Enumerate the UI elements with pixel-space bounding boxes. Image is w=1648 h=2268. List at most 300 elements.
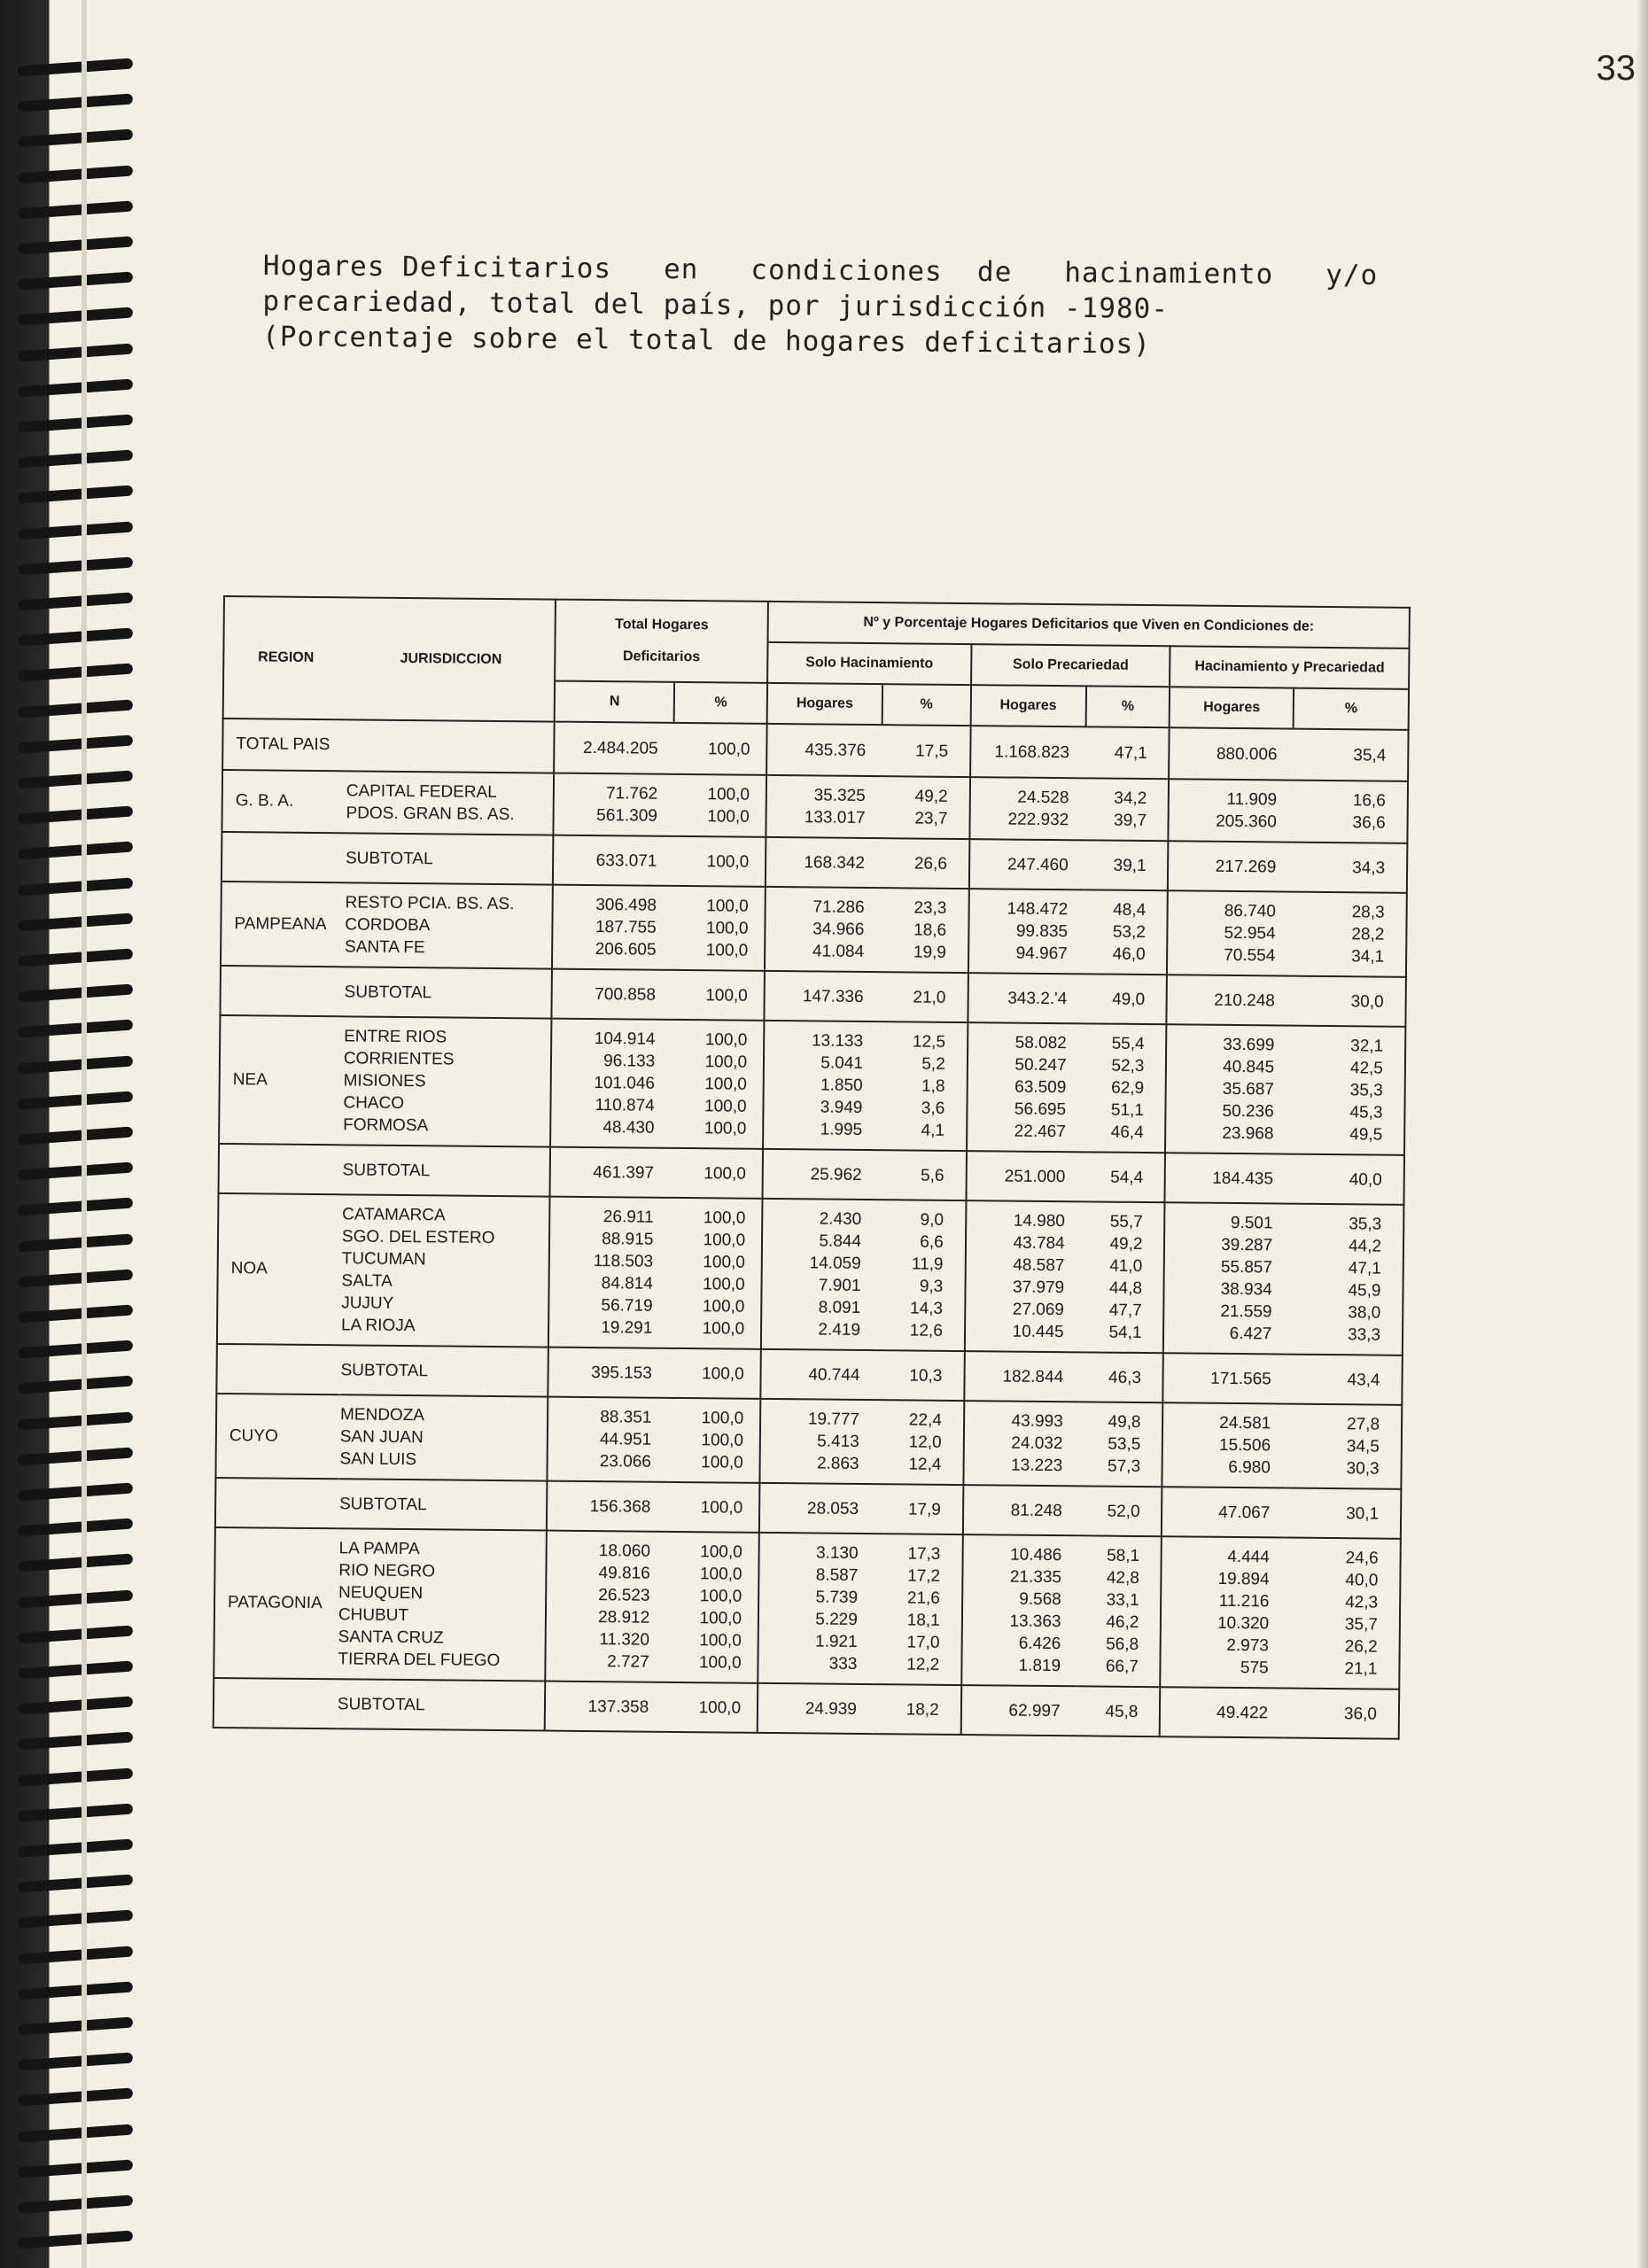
total-n-value: 26.911 [602, 1208, 654, 1227]
prec-pct-value: 49,2 [1109, 1234, 1143, 1254]
table-row [219, 1015, 1405, 1155]
total-n-value: 156.368 [589, 1496, 651, 1517]
total-pct-value: 100,0 [703, 1231, 746, 1250]
prec-pct-cell [1076, 1686, 1160, 1736]
table-row [222, 770, 1408, 843]
header-pct: % [674, 682, 767, 724]
both-n-value: 4.444 [1227, 1547, 1270, 1567]
jurisdiccion-name: SUBTOTAL [340, 1360, 429, 1380]
hac-n-cell [760, 1349, 875, 1400]
header-total-line1: Total Hogares [615, 617, 709, 633]
jurisdiccion-name: TIERRA DEL FUEGO [338, 1650, 501, 1671]
jurisdiccion-name: CHUBUT [338, 1605, 409, 1626]
header-hogares: Hogares [970, 685, 1085, 726]
total-n-cell [550, 1019, 671, 1148]
both-n-value: 70.554 [1224, 945, 1276, 966]
total-n-value: 48.430 [602, 1118, 655, 1138]
total-n-value: 395.153 [591, 1363, 652, 1383]
hac-pct-value: 17,0 [906, 1633, 940, 1652]
both-pct-value: 21,1 [1344, 1659, 1378, 1679]
prec-pct-cell [1078, 1402, 1163, 1487]
prec-n-value: 9.568 [1019, 1589, 1061, 1610]
both-pct-cell [1287, 1355, 1403, 1405]
hac-pct-cell [877, 1150, 966, 1200]
hac-pct-value: 10,3 [909, 1365, 943, 1386]
prec-pct-cell [1079, 1201, 1164, 1353]
hac-n-value: 8.091 [818, 1298, 861, 1317]
hac-pct-value: 18,6 [913, 920, 947, 940]
prec-pct-value: 51,1 [1110, 1100, 1145, 1120]
total-pct-value: 100,0 [705, 919, 749, 938]
prec-n-cell [960, 1685, 1076, 1736]
hac-pct-cell [878, 1021, 968, 1151]
total-pct-value: 100,0 [703, 1275, 745, 1294]
prec-pct-value: 53,5 [1108, 1434, 1141, 1454]
both-pct-value: 35,3 [1349, 1081, 1383, 1100]
both-pct-cell [1291, 892, 1407, 977]
both-pct-cell [1291, 976, 1406, 1027]
total-pct-cell [672, 970, 765, 1021]
both-n-value: 38.934 [1220, 1279, 1272, 1300]
total-n-cell [548, 1348, 668, 1398]
both-n-cell [1160, 1687, 1284, 1737]
hac-pct-value: 17,2 [907, 1566, 941, 1586]
total-pct-cell [668, 1198, 762, 1349]
jurisdiccion-name: LA RIOJA [340, 1316, 416, 1336]
hac-pct-value: 3,6 [921, 1099, 945, 1118]
prec-pct-value: 39,7 [1113, 811, 1147, 831]
total-n-value: 101.046 [594, 1074, 656, 1093]
prec-pct-value: 48,4 [1113, 900, 1147, 920]
jurisdiccion-cell [338, 1679, 546, 1730]
both-n-value: 184.435 [1212, 1169, 1274, 1188]
prec-n-value: 81.248 [1010, 1501, 1062, 1520]
hac-n-value: 333 [828, 1654, 858, 1674]
both-pct-value: 28,2 [1351, 925, 1385, 944]
both-pct-value: 28,3 [1351, 903, 1385, 922]
prec-n-value: 13.363 [1009, 1612, 1061, 1632]
hac-pct-value: 9,3 [919, 1277, 944, 1296]
jurisdiccion-cell [342, 1145, 550, 1196]
both-n-value: 19.894 [1217, 1569, 1270, 1589]
total-pct-value: 100,0 [705, 985, 748, 1006]
hac-pct-value: 22,4 [908, 1410, 942, 1430]
jurisdiccion-name: NEUQUEN [338, 1583, 424, 1604]
both-pct-value: 33,3 [1347, 1325, 1381, 1345]
total-pct-value: 100,0 [700, 1497, 743, 1518]
prec-pct-cell [1084, 840, 1168, 890]
hac-pct-value: 11,9 [911, 1254, 944, 1274]
prec-n-value: 10.445 [1012, 1322, 1064, 1342]
total-pct-value: 100,0 [706, 897, 749, 916]
prec-n-value: 94.967 [1015, 944, 1068, 964]
prec-n-value: 182.844 [1002, 1366, 1064, 1386]
both-pct-value: 45,3 [1349, 1103, 1383, 1122]
both-pct-value: 45,9 [1348, 1281, 1381, 1301]
hac-n-value: 19.777 [807, 1410, 860, 1429]
total-n-value: 56.719 [601, 1296, 653, 1316]
both-pct-value: 42,3 [1345, 1593, 1379, 1612]
hac-n-value: 41.084 [812, 942, 865, 961]
total-pct-cell [670, 1020, 764, 1149]
both-pct-value: 36,6 [1352, 813, 1386, 833]
hac-n-value: 435.376 [805, 740, 867, 760]
header-total-line2: Deficitarios [622, 649, 701, 665]
both-n-cell [1168, 841, 1292, 891]
region-cell [215, 1478, 339, 1528]
table-row [217, 1193, 1404, 1355]
both-pct-value: 24,6 [1345, 1549, 1379, 1568]
total-n-cell [554, 773, 674, 836]
hac-n-value: 28.053 [806, 1498, 859, 1518]
hac-n-value: 40.744 [808, 1364, 860, 1385]
both-n-value: 24.581 [1219, 1413, 1271, 1433]
hac-pct-value: 12,4 [908, 1455, 942, 1474]
both-n-cell [1169, 779, 1293, 842]
both-pct-value: 16,6 [1352, 791, 1386, 811]
prec-n-value: 43.993 [1011, 1411, 1063, 1432]
jurisdiccion-name: SUBTOTAL [344, 982, 432, 1002]
prec-n-value: 222.932 [1007, 810, 1069, 830]
hac-pct-value: 12,0 [908, 1433, 942, 1452]
prec-pct-value: 49,8 [1108, 1412, 1141, 1432]
both-pct-value: 40,0 [1345, 1571, 1379, 1590]
total-pct-value: 100,0 [701, 1409, 744, 1428]
both-pct-value: 38,0 [1348, 1303, 1381, 1323]
total-n-value: 137.358 [587, 1697, 649, 1717]
hac-n-cell [765, 971, 880, 1021]
total-pct-value: 100,0 [702, 1319, 745, 1339]
jurisdiccion-name: SGO. DEL ESTERO [341, 1227, 495, 1247]
prec-n-value: 22.467 [1014, 1122, 1066, 1142]
region-cell: G. B. A. [222, 770, 346, 833]
jurisdiccion-name: CORDOBA [345, 915, 431, 936]
hac-pct-value: 12,2 [906, 1655, 940, 1674]
hac-pct-value: 4,1 [921, 1121, 945, 1140]
hac-n-value: 168.342 [804, 852, 866, 873]
jurisdiccion-name: SUBTOTAL [337, 1694, 425, 1714]
jurisdiccion-cell [345, 882, 553, 968]
hac-pct-value: 5,2 [921, 1054, 945, 1074]
total-pct-value: 100,0 [700, 1542, 742, 1562]
page-edge [82, 0, 87, 2268]
hac-pct-value: 6,6 [920, 1232, 944, 1252]
title-line: Hogares Deficitarios en condiciones de hacinamiento y/o [262, 249, 1379, 291]
total-n-value: 110.874 [595, 1096, 655, 1115]
region-cell: CUYO [215, 1394, 340, 1479]
total-pct-value: 100,0 [702, 1297, 745, 1317]
hac-pct-value: 18,1 [906, 1611, 940, 1630]
total-n-value: 44.951 [599, 1430, 652, 1449]
header-region: REGION [223, 596, 348, 719]
prec-pct-value: 54,4 [1110, 1168, 1144, 1187]
both-n-value: 11.216 [1218, 1591, 1270, 1612]
both-pct-cell [1289, 1154, 1404, 1205]
both-n-cell [1163, 1353, 1287, 1403]
total-n-value: 104.914 [594, 1029, 656, 1049]
both-pct-value: 35,3 [1349, 1215, 1382, 1234]
prec-pct-value: 46,3 [1108, 1368, 1142, 1387]
prec-pct-value: 58,1 [1107, 1546, 1140, 1565]
total-n-value: 461.397 [593, 1162, 655, 1183]
total-n-cell [555, 722, 674, 774]
page-number: 33 [1596, 49, 1636, 88]
table-body [214, 718, 1409, 1739]
total-n-value: 118.503 [593, 1252, 654, 1271]
prec-pct-value: 42,8 [1106, 1568, 1139, 1588]
total-pct-value: 100,0 [707, 807, 750, 827]
prec-pct-value: 46,0 [1112, 944, 1146, 965]
both-n-value: 6.427 [1229, 1324, 1272, 1344]
prec-n-cell [968, 973, 1083, 1023]
prec-n-value: 21.335 [1009, 1567, 1062, 1588]
jurisdiccion-name: SANTA FE [345, 937, 425, 958]
hac-n-value: 5.844 [819, 1231, 862, 1251]
both-pct-cell [1293, 729, 1408, 781]
both-n-value: 2.973 [1226, 1635, 1270, 1656]
page-shadow [1636, 0, 1648, 2268]
hac-n-cell [758, 1683, 873, 1734]
total-n-cell [553, 835, 672, 886]
prec-n-value: 50.247 [1014, 1055, 1067, 1076]
total-n-cell [552, 969, 672, 1020]
jurisdiccion-name: PDOS. GRAN BS. AS. [346, 804, 515, 825]
document-title [262, 248, 1557, 366]
prec-pct-value: 41,0 [1109, 1256, 1143, 1276]
hac-n-cell [760, 1399, 876, 1484]
total-n-value: 96.133 [603, 1052, 656, 1071]
both-n-cell [1167, 975, 1291, 1025]
hac-pct-value: 12,6 [909, 1321, 943, 1340]
both-n-value: 171.565 [1210, 1369, 1271, 1388]
total-n-cell [548, 1397, 668, 1482]
both-pct-cell [1292, 843, 1407, 893]
hac-n-cell [761, 1199, 877, 1350]
hac-pct-value: 21,0 [913, 987, 946, 1007]
hac-pct-value: 23,3 [913, 898, 947, 918]
total-pct-cell [666, 1482, 759, 1533]
prec-n-value: 148.472 [1007, 899, 1069, 920]
prec-n-value: 247.460 [1007, 855, 1069, 874]
prec-n-value: 1.168.823 [994, 742, 1070, 762]
prec-n-cell [964, 1351, 1079, 1402]
prec-pct-value: 44,8 [1108, 1278, 1143, 1298]
both-pct-cell [1293, 781, 1408, 843]
both-pct-cell [1286, 1488, 1401, 1539]
prec-pct-value: 39,1 [1113, 856, 1147, 875]
total-n-value: 2.484.205 [583, 738, 658, 758]
both-pct-value: 26,2 [1344, 1637, 1378, 1657]
prec-pct-value: 46,4 [1110, 1122, 1144, 1142]
both-n-cell [1170, 727, 1294, 780]
hac-n-value: 7.901 [818, 1276, 861, 1295]
both-pct-value: 30,1 [1346, 1503, 1380, 1524]
total-n-value: 700.858 [595, 984, 657, 1005]
both-pct-value: 42,5 [1349, 1059, 1384, 1078]
hac-n-value: 3.949 [820, 1098, 863, 1117]
prec-n-cell [963, 1485, 1078, 1535]
both-pct-value: 40,0 [1349, 1169, 1382, 1190]
jurisdiccion-name: SANTA CRUZ [338, 1627, 444, 1648]
hac-n-cell [759, 1483, 875, 1534]
jurisdiccion-cell [341, 1194, 550, 1347]
hac-pct-value: 9,0 [920, 1210, 944, 1230]
hac-pct-value: 12,5 [912, 1032, 946, 1052]
both-n-cell [1167, 890, 1292, 975]
total-pct-value: 100,0 [704, 1097, 747, 1116]
region-cell [220, 966, 344, 1016]
hac-n-value: 25.962 [810, 1164, 862, 1184]
total-pct-value: 100,0 [698, 1653, 742, 1673]
total-pct-value: 100,0 [704, 1052, 748, 1072]
hac-n-value: 8.587 [815, 1565, 859, 1585]
hac-n-value: 71.286 [812, 897, 865, 917]
prec-pct-value: 34,2 [1114, 788, 1147, 809]
both-n-value: 21.559 [1220, 1301, 1272, 1322]
both-pct-value: 30,0 [1350, 991, 1384, 1012]
hac-n-value: 3.130 [815, 1543, 859, 1563]
both-n-value: 10.320 [1217, 1613, 1270, 1634]
jurisdiccion-name: SUBTOTAL [342, 1160, 431, 1180]
total-pct-value: 100,0 [699, 1609, 742, 1628]
total-pct-value: 100,0 [704, 1075, 747, 1094]
total-n-value: 88.915 [602, 1230, 654, 1249]
total-pct-cell [673, 723, 766, 775]
hac-pct-value: 26,6 [913, 854, 947, 874]
both-pct-value: 32,1 [1350, 1037, 1384, 1056]
both-pct-value: 49,5 [1349, 1125, 1383, 1145]
total-pct-value: 100,0 [704, 1163, 746, 1184]
households-table [213, 595, 1411, 1740]
header-solo-precariedad: Solo Precariedad [971, 644, 1170, 687]
both-pct-value: 35,4 [1353, 745, 1387, 765]
table-row [215, 1394, 1402, 1489]
total-n-cell [546, 1531, 666, 1682]
both-n-cell [1165, 1024, 1290, 1153]
both-pct-value: 34,1 [1351, 947, 1385, 967]
prec-n-value: 10.486 [1010, 1545, 1062, 1565]
title-line: (Porcentaje sobre el total de hogares deficitarios) [261, 320, 1152, 361]
total-pct-value: 100,0 [707, 785, 750, 804]
region-cell: NEA [219, 1015, 344, 1145]
hac-pct-value: 19,9 [913, 943, 947, 962]
both-pct-cell [1289, 1026, 1405, 1155]
hac-pct-value: 5,6 [920, 1166, 944, 1185]
total-pct-value: 100,0 [701, 1453, 743, 1472]
prec-pct-cell [1082, 1023, 1167, 1153]
header-hogares: Hogares [1170, 687, 1294, 728]
jurisdiccion-cell [344, 967, 552, 1018]
prec-n-value: 37.979 [1012, 1278, 1065, 1298]
prec-pct-value: 46,2 [1106, 1612, 1139, 1632]
total-n-value: 2.727 [607, 1652, 649, 1672]
both-pct-cell [1284, 1689, 1399, 1739]
total-pct-cell [672, 836, 766, 887]
total-n-cell [548, 1197, 669, 1348]
region-cell: NOA [217, 1193, 343, 1345]
hac-pct-cell [876, 1200, 966, 1351]
region-cell: PATAGONIA [214, 1527, 339, 1679]
total-n-value: 26.523 [598, 1586, 650, 1605]
total-n-value: 84.814 [601, 1274, 653, 1293]
hac-pct-value: 14,3 [909, 1299, 944, 1318]
hac-pct-cell [882, 725, 970, 777]
jurisdiccion-cell [338, 1528, 547, 1681]
prec-pct-value: 55,4 [1111, 1034, 1145, 1054]
total-n-cell [547, 1481, 666, 1532]
region-cell [216, 1344, 340, 1394]
both-pct-value: 44,2 [1348, 1237, 1382, 1256]
jurisdiccion-name: CHACO [343, 1093, 405, 1113]
prec-n-value: 343.2.'4 [1007, 989, 1068, 1008]
prec-pct-value: 62,9 [1111, 1078, 1145, 1099]
total-pct-cell [670, 1148, 763, 1199]
region-cell [222, 832, 346, 882]
both-n-value: 23.968 [1222, 1123, 1274, 1144]
both-n-value: 210.248 [1214, 990, 1275, 1010]
both-n-value: 217.269 [1215, 857, 1277, 876]
prec-pct-value: 53,2 [1112, 922, 1146, 943]
hac-n-cell [763, 1149, 878, 1200]
both-n-cell [1165, 1153, 1289, 1203]
header-total [556, 600, 769, 683]
both-n-value: 86.740 [1224, 901, 1276, 921]
subtotal-row [214, 1678, 1399, 1739]
hac-n-value: 5.739 [815, 1588, 859, 1607]
table-row [214, 1527, 1401, 1689]
total-pct-value: 100,0 [704, 1119, 747, 1138]
both-n-value: 6.980 [1228, 1457, 1271, 1478]
total-n-value: 206.605 [595, 940, 657, 959]
both-pct-value: 43,4 [1347, 1370, 1380, 1390]
header-hogares: Hogares [767, 683, 882, 725]
hac-n-value: 1.850 [820, 1076, 863, 1095]
jurisdiccion-name: CORRIENTES [343, 1049, 455, 1069]
total-n-value: 23.066 [599, 1452, 652, 1472]
prec-n-value: 6.426 [1018, 1634, 1061, 1654]
hac-n-value: 24.939 [805, 1698, 857, 1719]
jurisdiccion-cell [340, 1345, 548, 1396]
both-pct-value: 47,1 [1348, 1259, 1381, 1278]
prec-n-cell [969, 777, 1085, 840]
hac-pct-cell [881, 838, 969, 889]
prec-pct-cell [1077, 1486, 1162, 1536]
hac-pct-value: 1,8 [921, 1076, 945, 1096]
hac-n-value: 14.059 [809, 1254, 861, 1273]
region-cell [219, 1144, 343, 1194]
hac-n-value: 133.017 [804, 808, 866, 827]
hac-pct-value: 17,3 [907, 1544, 941, 1564]
prec-n-value: 43.784 [1013, 1233, 1065, 1254]
hac-n-value: 2.419 [818, 1320, 861, 1340]
jurisdiccion-cell [343, 1016, 552, 1146]
total-n-value: 49.816 [598, 1564, 650, 1583]
both-n-value: 33.699 [1223, 1035, 1275, 1055]
both-pct-value: 36,0 [1343, 1704, 1378, 1724]
both-n-value: 205.360 [1216, 812, 1277, 832]
prec-n-cell [961, 1534, 1078, 1686]
both-n-cell [1161, 1536, 1286, 1688]
hac-n-value: 147.336 [802, 986, 864, 1006]
prec-pct-value: 45,8 [1105, 1702, 1139, 1721]
total-n-value: 11.320 [599, 1630, 650, 1650]
both-pct-value: 34,5 [1346, 1437, 1380, 1456]
total-pct-cell [668, 1348, 761, 1399]
prec-pct-value: 57,3 [1107, 1456, 1141, 1476]
both-pct-value: 30,3 [1346, 1459, 1380, 1479]
header-solo-hacinamiento: Solo Hacinamiento [767, 642, 971, 685]
hac-n-cell [766, 775, 882, 838]
